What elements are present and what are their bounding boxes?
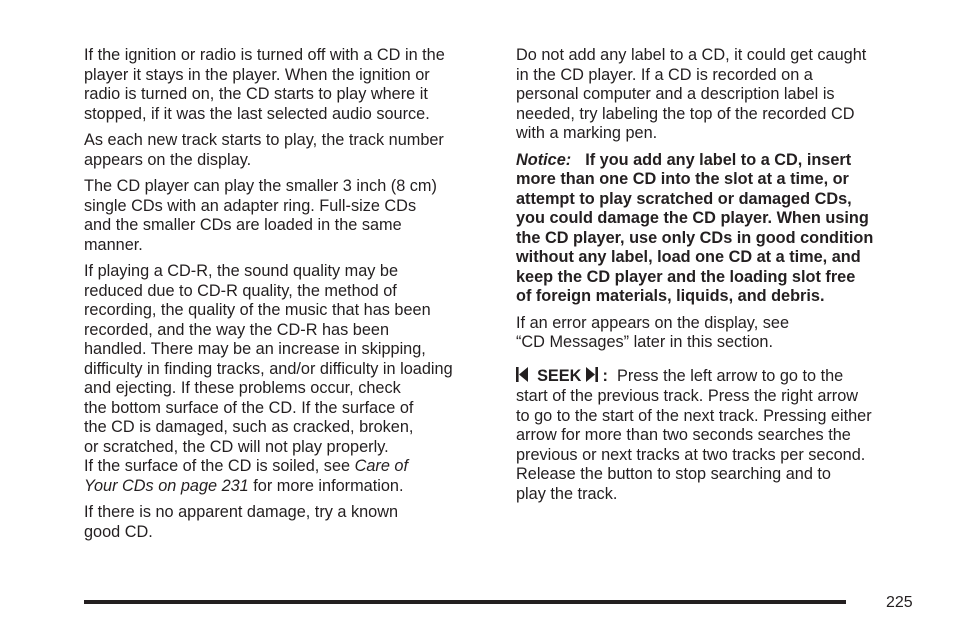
paragraph-cd-r-quality: If playing a CD-R, the sound quality may be reduced due to CD-R quality, the method of recording, the quality of the music that has been recorded, and the way the CD-R has been handled. There may be an increase in skipping, difficulty in finding tracks, and/or difficulty in loading and ejecting. If these problems occur, check the bottom surface of the CD. If the surface of the CD is damaged, such as cracked, broken, or scratched, the CD will not play properly. If the surface of the CD is soiled, see Care of Your CDs on page 231 for more information. [84, 262, 494, 496]
seek-label-group [516, 367, 608, 385]
paragraph-error-display: If an error appears on the display, see “CD Messages” later in this section. [516, 313, 790, 351]
seek-forward-icon [586, 367, 598, 388]
seek-back-icon [516, 367, 528, 388]
soiled-line: If the surface of the CD is soiled, see Care of [84, 457, 408, 475]
soiled-line-2: Your CDs on page 231 for more information. [84, 476, 404, 495]
seek-label: SEEK [537, 366, 582, 385]
footer-rule [84, 600, 846, 604]
paragraph-cd-labels: Do not add any label to a CD, it could get caught in the CD player. If a CD is recorded on a personal computer and a description label is needed, try labeling the top of the recorded CD with a marking pen. [516, 46, 867, 142]
care-of-cds-reference: Care of [354, 457, 408, 475]
left-column [84, 46, 494, 549]
paragraph-track-number: As each new track starts to play, the track number appears on the display. [84, 131, 444, 169]
right-column [516, 46, 916, 511]
page-number: 225 [886, 594, 913, 611]
paragraph-ignition: If the ignition or radio is turned off with a CD in the player it stays in the player. When the ignition or radio is turned on, the CD starts to play where it stopped, if it was the last selected audio source. [84, 46, 445, 123]
notice-block: Notice: If you add any label to a CD, insert more than one CD into the slot at a time, or attempt to play scratched or damaged CDs, you could damage the CD player. When using the CD player, use only CDs in good condition without any label, load one CD at a time, and keep the CD player and the loading slot free of foreign materials, liquids, and debris. [516, 150, 874, 305]
paragraph-seek: SEEK : Press the left arrow to go to the start of the previous track. Press the right arrow to go to the start of the next track. Pressing either arrow for more than two seconds searches the previous or next tracks at two tracks per second. Release the button to stop searching and to play the track. [516, 366, 872, 503]
seek-colon: : [602, 366, 608, 385]
paragraph-small-cds: The CD player can play the smaller 3 inch (8 cm) single CDs with an adapter ring. Full-size CDs and the smaller CDs are loaded in the same manner. [84, 177, 437, 254]
notice-label: Notice: [516, 150, 572, 169]
care-of-cds-page-reference: Your CDs on page 231 [84, 476, 249, 495]
paragraph-known-good-cd: If there is no apparent damage, try a known good CD. [84, 503, 399, 541]
